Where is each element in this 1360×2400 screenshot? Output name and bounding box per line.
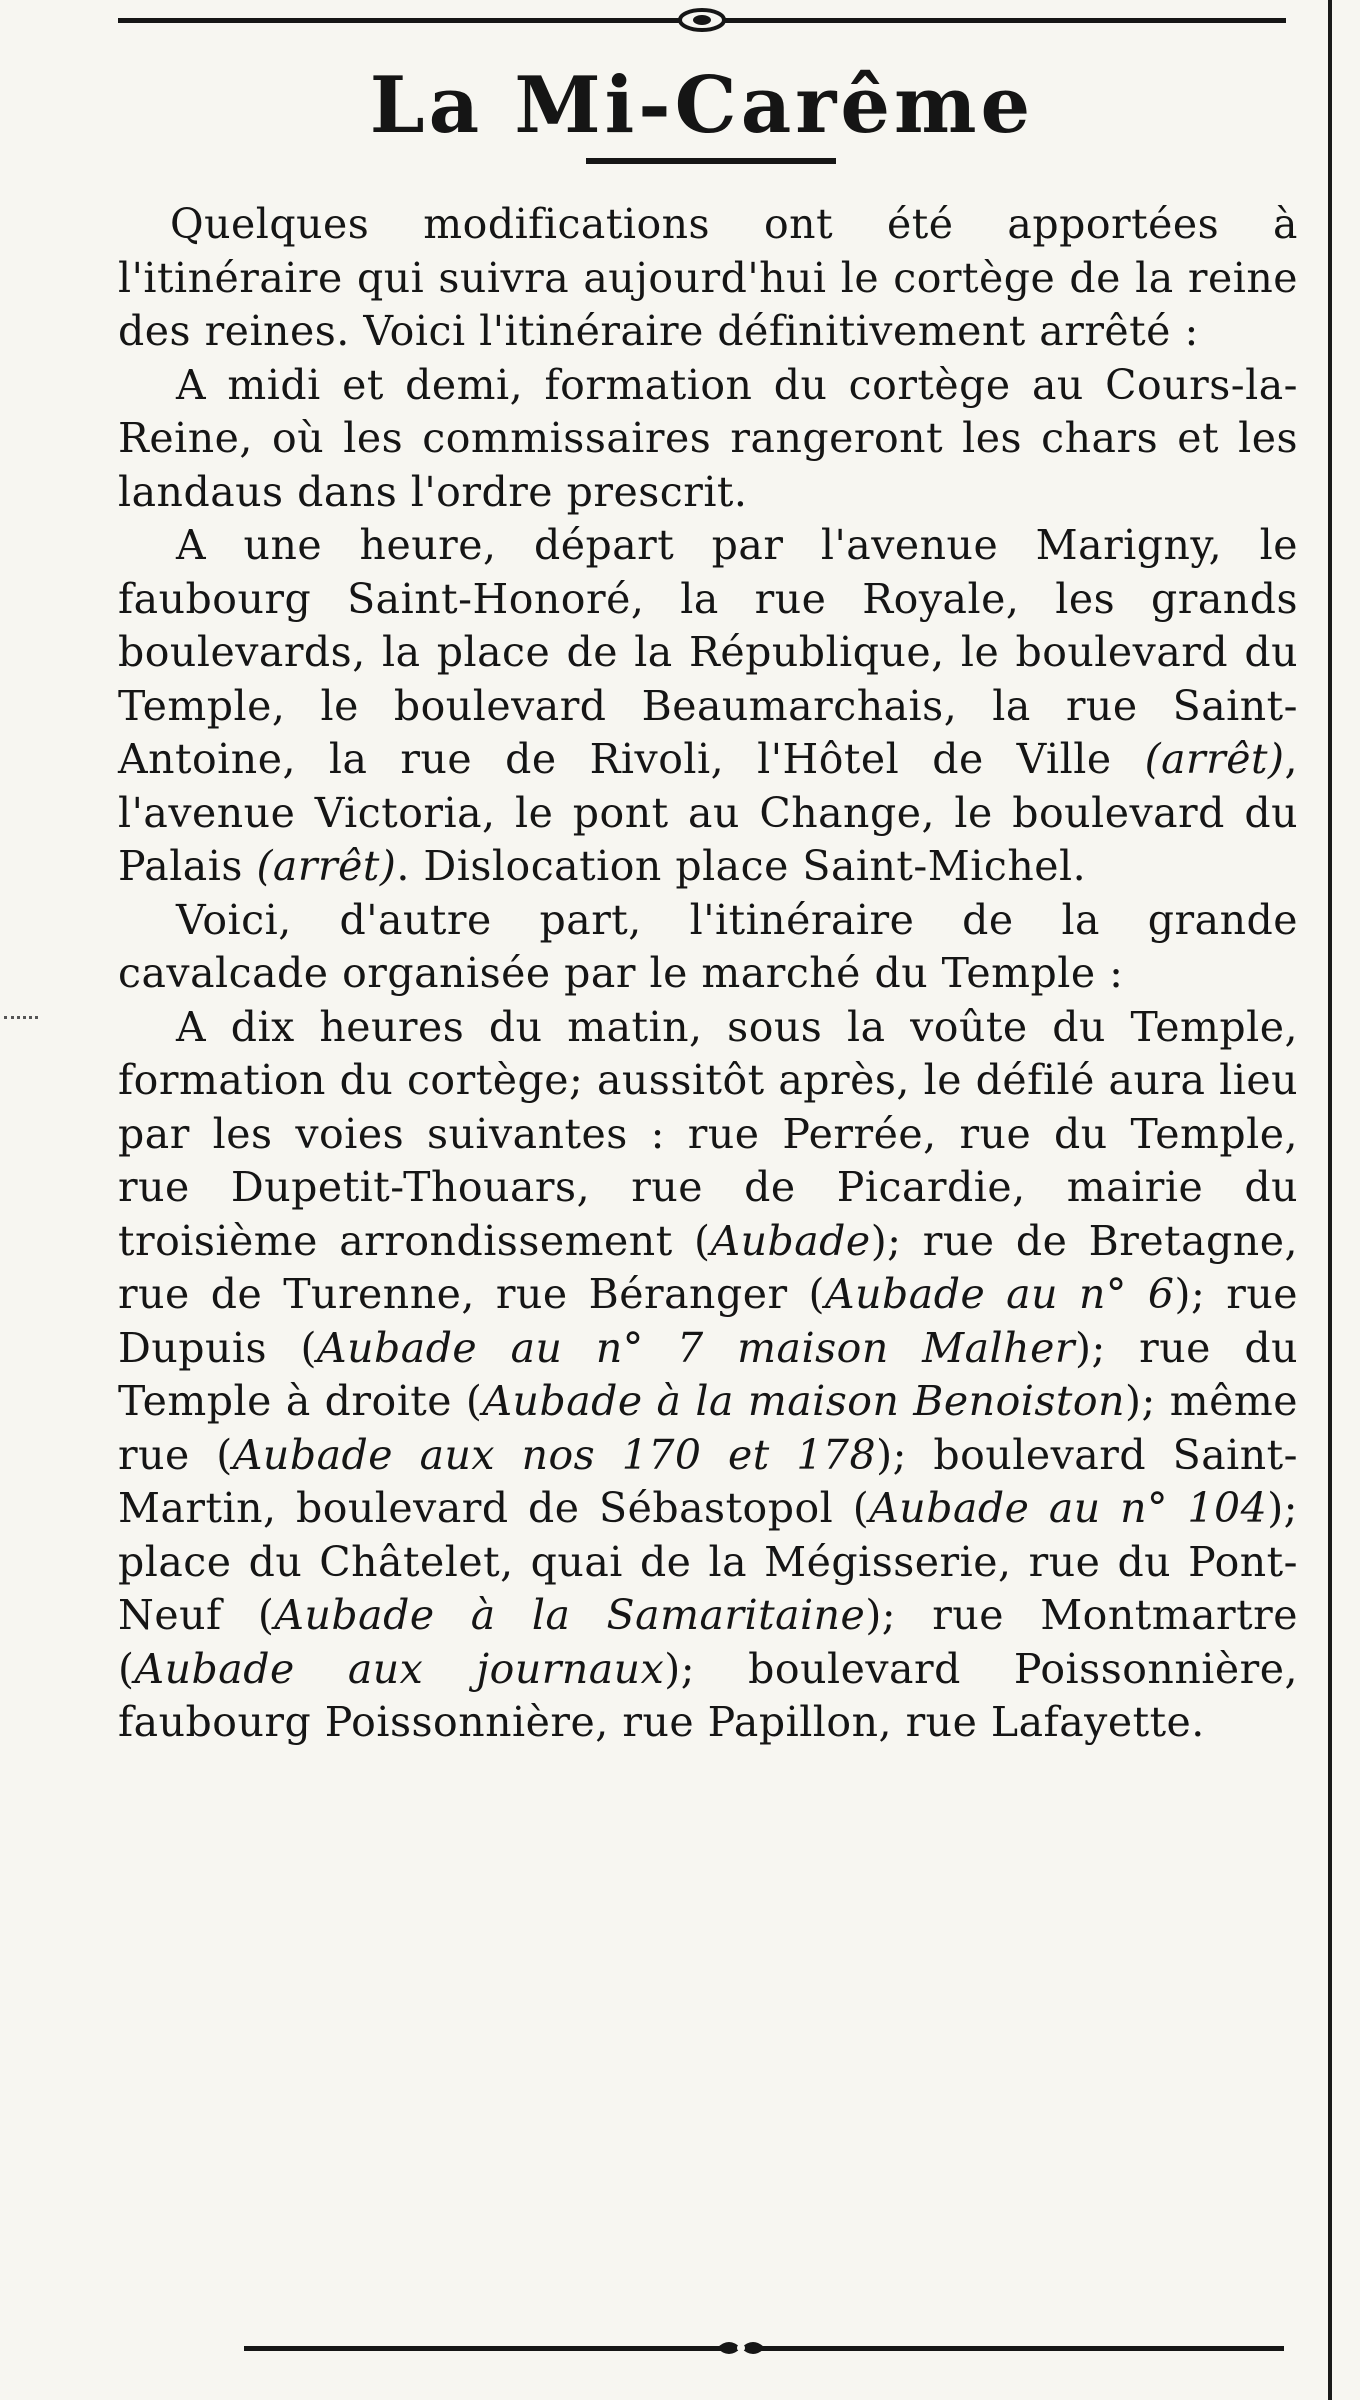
- italic-text: Aubade au n° 7 maison Malher: [316, 1323, 1075, 1372]
- bottom-ornament-icon: [715, 2334, 767, 2362]
- paragraph-text: , l'avenue Victoria, le pont au Change, le boulevard du Palais: [118, 735, 1298, 890]
- italic-text: Aubade: [710, 1216, 871, 1265]
- paragraph-text: A une heure, départ par l'avenue Marigny, le faubourg Saint-Honoré, la rue Royale, les grands boulevards, la place de la République, le boulevard du Temple, le boulevard Beaumarchais, la rue Saint-Antoine, la rue de Rivoli, l'Hôtel de Ville: [118, 521, 1298, 783]
- italic-text: Aubade aux journaux: [134, 1644, 665, 1693]
- article-body: [118, 198, 1298, 1750]
- italic-text: Aubade à la Samaritaine: [274, 1591, 866, 1639]
- italic-text: Aubade aux nos 170 et 178: [232, 1430, 877, 1479]
- paragraph-text: ); rue du Temple à droite (: [118, 1323, 1298, 1425]
- paragraph-text: ); rue de Bretagne, rue de Turenne, rue Béranger (: [118, 1216, 1299, 1318]
- paragraph-text: Voici, d'autre part, l'itinéraire de la grande cavalcade organisée par le marché du Temple :: [118, 895, 1298, 997]
- paragraph-text: . Dislocation place Saint-Michel.: [396, 842, 1087, 890]
- paragraph-text: A midi et demi, formation du cortège au Cours-la-Reine, où les commissaires rangeront les chars et les landaus dans l'ordre prescrit.: [118, 360, 1298, 516]
- italic-text: Aubade au n° 6: [825, 1270, 1175, 1318]
- paragraph-text: ); rue Dupuis (: [118, 1270, 1298, 1372]
- italic-text: (arrêt): [1144, 735, 1285, 783]
- margin-dots: [4, 1016, 38, 1019]
- column-border-rule: [1328, 0, 1332, 2400]
- article-paragraph: [118, 519, 1298, 894]
- italic-text: Aubade au n° 104: [869, 1484, 1268, 1532]
- top-ornament-icon: [676, 6, 728, 34]
- paragraph-text: ); place du Châtelet, quai de la Mégisserie, rue du Pont-Neuf (: [118, 1484, 1298, 1639]
- paragraph-text: A dix heures du matin, sous la voûte du Temple, formation du cortège; aussitôt après, le défilé aura lieu par les voies suivantes : rue Perrée, rue du Temple, rue Dupetit-Thouars, rue de Picardie, mairie du troisième arrondissement (: [118, 1002, 1298, 1265]
- paragraph-text: ); boulevard Poissonnière, faubourg Poissonnière, rue Papillon, rue Lafayette.: [118, 1644, 1299, 1746]
- paragraph-text: ); rue Montmartre (: [118, 1591, 1298, 1693]
- title-underline: [586, 158, 836, 164]
- italic-text: Aubade à la maison Benoiston: [482, 1377, 1125, 1425]
- italic-text: (arrêt): [256, 842, 397, 890]
- article-paragraph: [118, 894, 1298, 1001]
- paragraph-text: ); boulevard Saint-Martin, boulevard de Sébastopol (: [118, 1430, 1299, 1532]
- article-paragraph: [118, 1001, 1298, 1750]
- paragraph-text: ); même rue (: [118, 1377, 1298, 1479]
- article-title: La Mi-Carême: [369, 60, 1035, 151]
- article-paragraph: [118, 359, 1298, 520]
- article-paragraph: [118, 198, 1298, 359]
- paragraph-text: Quelques modifications ont été apportées à l'itinéraire qui suivra aujourd'hui le cortège de la reine des reines. Voici l'itinéraire définitivement arrêté :: [118, 200, 1298, 355]
